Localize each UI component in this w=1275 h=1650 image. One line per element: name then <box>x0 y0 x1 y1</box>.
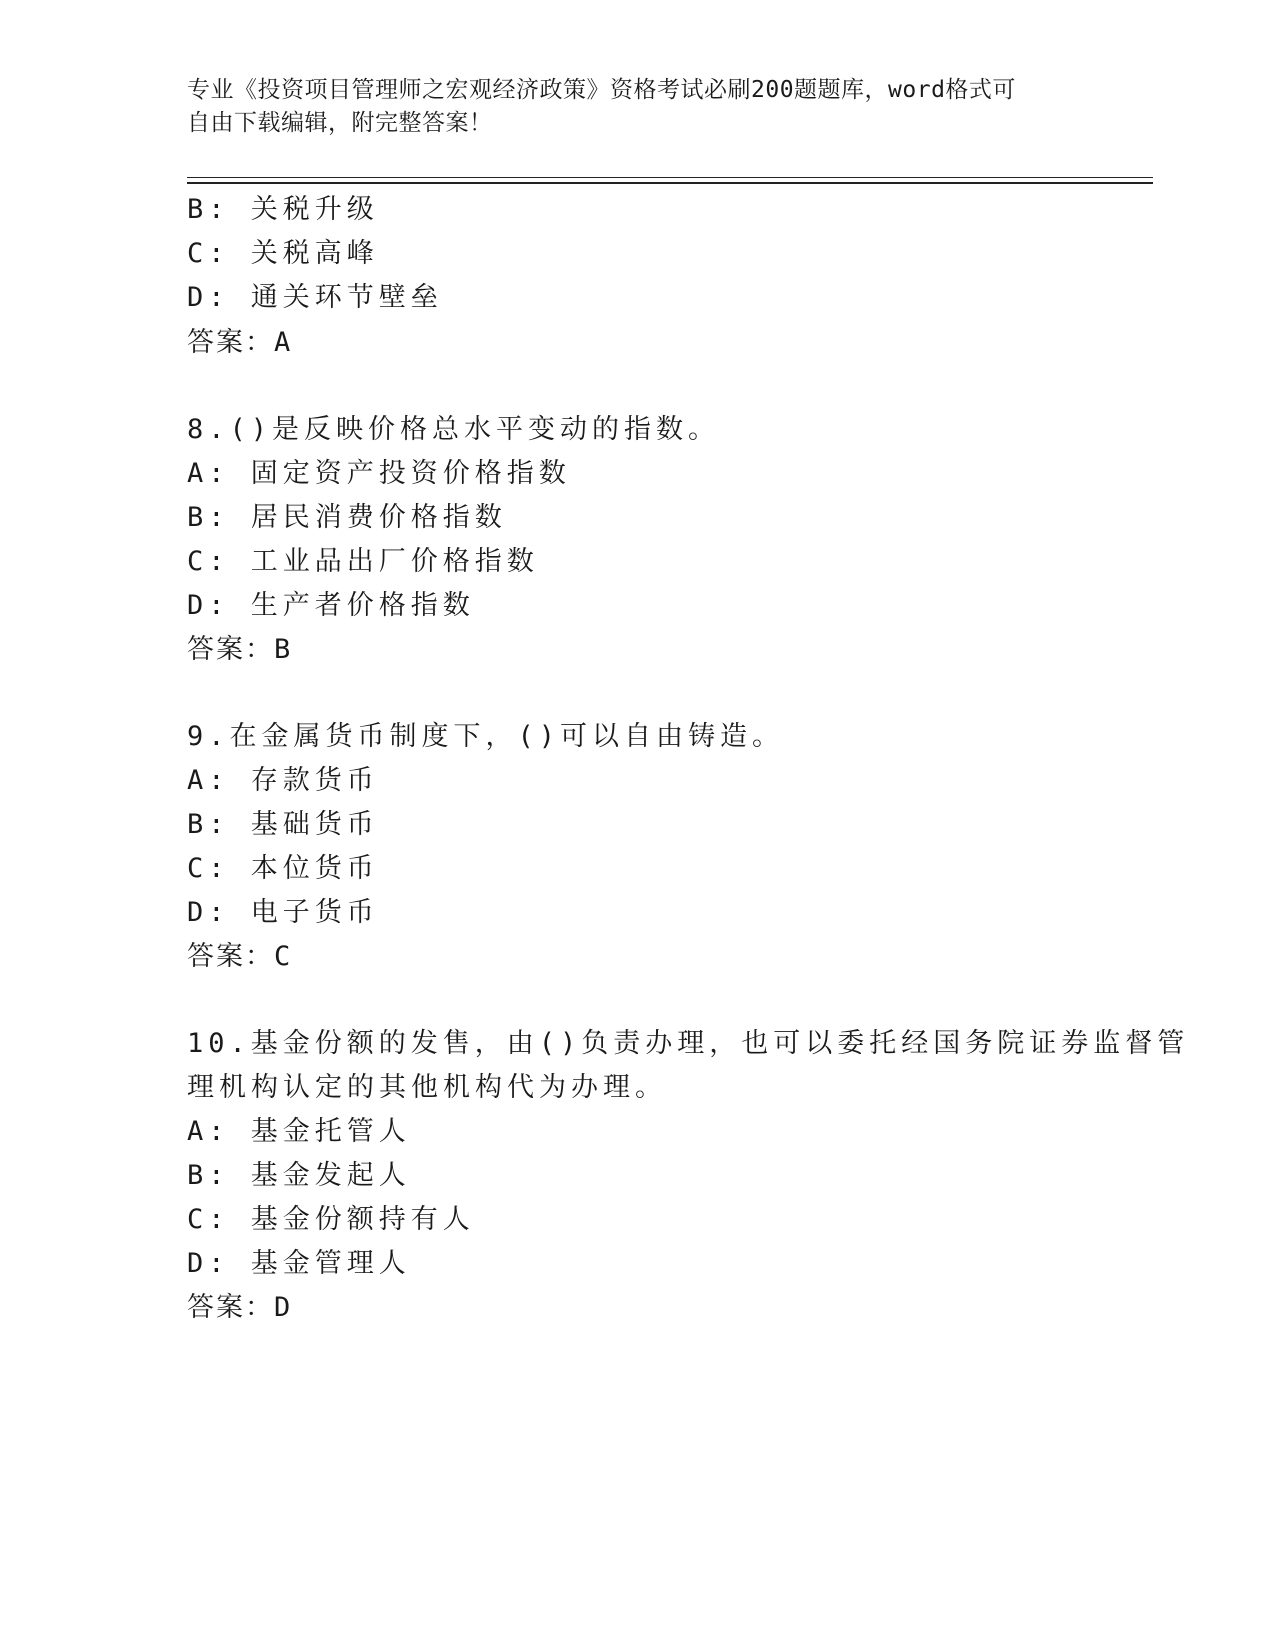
header-rule-thin <box>187 177 1153 178</box>
q10-stem-line-1: 10.基金份额的发售，由()负责办理，也可以委托经国务院证券监督管 <box>187 1028 1190 1059</box>
q9-option-a: A: 存款货币 <box>187 765 379 796</box>
q8-option-c: C: 工业品出厂价格指数 <box>187 546 539 577</box>
q8-option-a: A: 固定资产投资价格指数 <box>187 458 571 489</box>
q7-answer: 答案：A <box>187 327 293 358</box>
q10-option-c: C: 基金份额持有人 <box>187 1204 475 1235</box>
q10-option-b: B: 基金发起人 <box>187 1160 411 1191</box>
q7-option-d: D: 通关环节壁垒 <box>187 282 443 313</box>
q9-answer: 答案：C <box>187 941 293 972</box>
header-rule-thick <box>187 182 1153 184</box>
q8-option-d: D: 生产者价格指数 <box>187 590 475 621</box>
q10-answer: 答案：D <box>187 1292 293 1323</box>
header-line-2: 自由下载编辑，附完整答案！ <box>187 110 493 136</box>
q10-option-a: A: 基金托管人 <box>187 1116 411 1147</box>
q8-answer: 答案：B <box>187 634 293 665</box>
q9-option-d: D: 电子货币 <box>187 897 379 928</box>
q10-option-d: D: 基金管理人 <box>187 1248 411 1279</box>
document-header <box>187 74 1067 140</box>
q7-option-b: B: 关税升级 <box>187 194 379 225</box>
q9-stem: 9.在金属货币制度下，()可以自由铸造。 <box>187 721 785 752</box>
q7-option-c: C: 关税高峰 <box>187 238 379 269</box>
q9-option-c: C: 本位货币 <box>187 853 379 884</box>
q8-option-b: B: 居民消费价格指数 <box>187 502 507 533</box>
q9-option-b: B: 基础货币 <box>187 809 379 840</box>
q8-stem: 8.()是反映价格总水平变动的指数。 <box>187 414 721 445</box>
header-line-1: 专业《投资项目管理师之宏观经济政策》资格考试必刷200题题库，word格式可 <box>187 77 1016 103</box>
q10-stem-line-2: 理机构认定的其他机构代为办理。 <box>187 1072 667 1103</box>
